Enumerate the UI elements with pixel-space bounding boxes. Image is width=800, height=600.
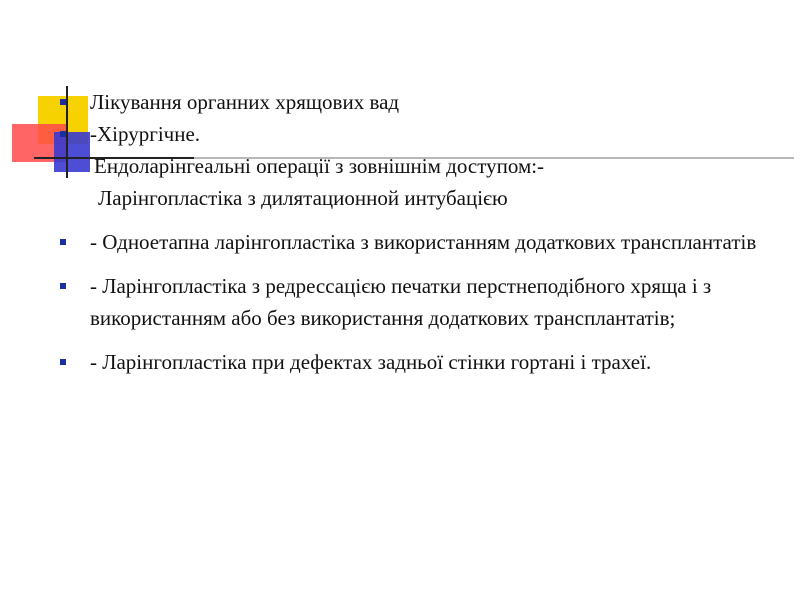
bullet-icon	[60, 359, 66, 365]
list-item-text: -Хірургічне.	[90, 122, 201, 146]
list-item-text: Лікування органних хрящових вад	[90, 90, 400, 114]
list-item-text: Ендоларінгеальні операції з зовнішнім доступом:-	[94, 154, 545, 178]
list-item	[58, 150, 788, 182]
list-item	[58, 226, 788, 258]
list-item	[58, 270, 788, 334]
list-item	[58, 118, 788, 150]
bullet-icon	[60, 283, 66, 289]
bullet-icon	[60, 239, 66, 245]
bullet-icon	[60, 131, 66, 137]
list-item-text: Ларінгопластіка з дилятационной интубацією	[98, 186, 508, 210]
bullet-list	[58, 86, 788, 378]
list-item-text: - Ларінгопластіка з редрессацією печатки перстнеподібного хряща і з використанням або без використання додаткових трансплантатів;	[90, 274, 712, 330]
list-item-text: - Ларінгопластіка при дефектах задньої стінки гортані і трахеї.	[90, 350, 652, 374]
list-item-text: - Одноетапна ларінгопластіка з використанням додаткових трансплантатів	[90, 230, 757, 254]
list-item	[58, 86, 788, 118]
list-item	[58, 182, 788, 214]
bullet-icon	[60, 99, 66, 105]
list-item	[58, 346, 788, 378]
